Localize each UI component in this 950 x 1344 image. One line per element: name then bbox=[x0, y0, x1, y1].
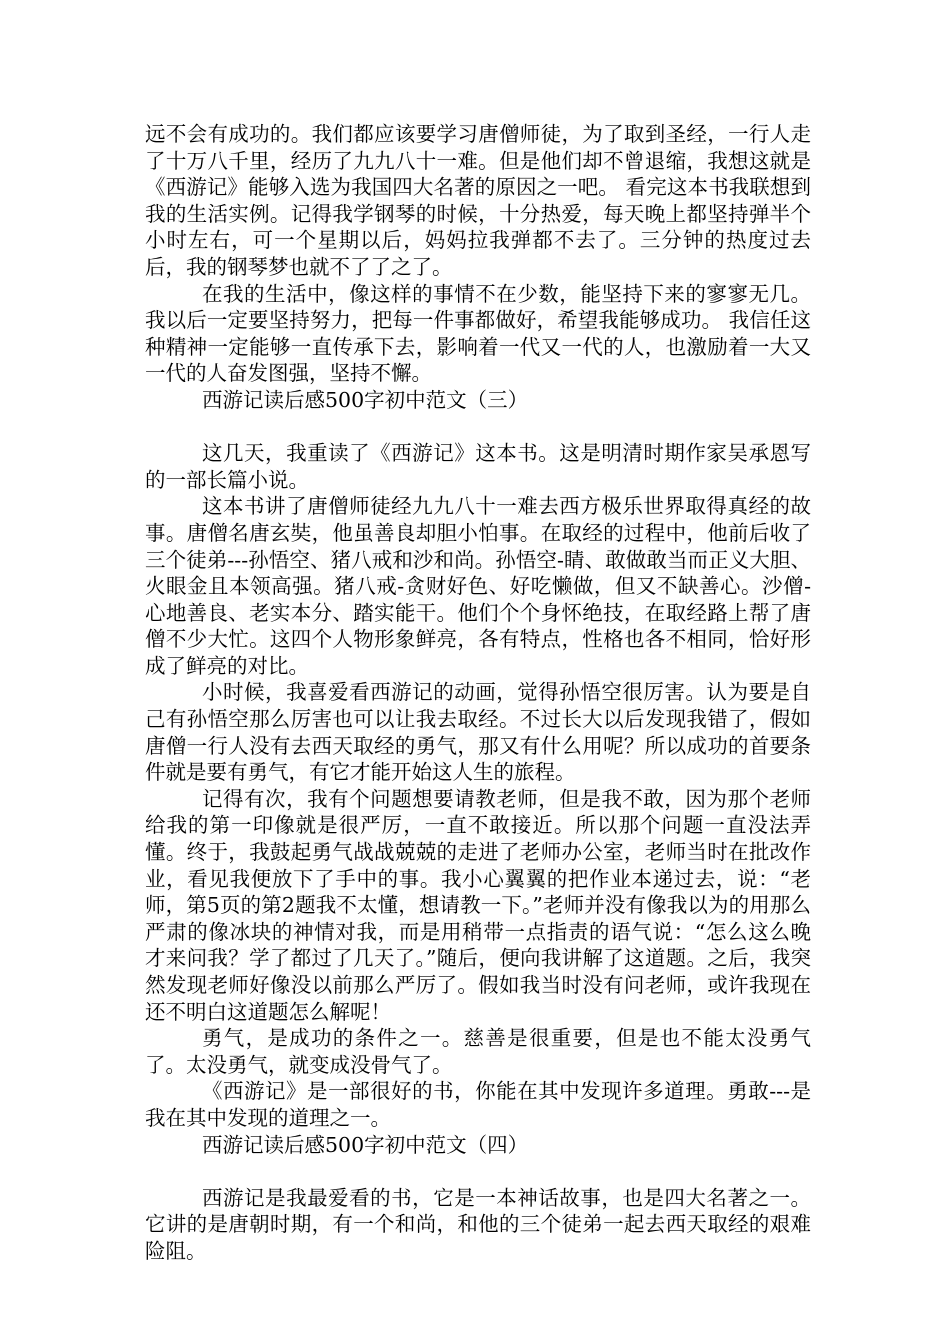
paragraph: 这几天，我重读了《西游记》这本书。这是明清时期作家吴承恩写的一部长篇小说。 bbox=[145, 441, 811, 492]
paragraph: 《西游记》是一部很好的书，你能在其中发现许多道理。勇敢---是我在其中发现的道理之一。 bbox=[145, 1079, 811, 1130]
paragraph: 在我的生活中，像这样的事情不在少数，能坚持下来的寥寥无几。我以后一定要坚持努力，把每一件事都做好，希望我能够成功。 我信任这种精神一定能够一直传承下去，影响着一代又一代的人，也激励着一大又一代的人奋发图强，坚持不懈。 bbox=[145, 281, 811, 386]
blank-line bbox=[145, 1158, 811, 1185]
paragraph: 勇气，是成功的条件之一。慈善是很重要，但是也不能太没勇气了。太没勇气，就变成没骨气了。 bbox=[145, 1026, 811, 1077]
section-heading-3: 西游记读后感500字初中范文（三） bbox=[202, 387, 529, 412]
paragraph: 记得有次，我有个问题想要请教老师，但是我不敢，因为那个老师给我的第一印像就是很严厉，一直不敢接近。所以那个问题一直没法弄懂。终于，我鼓起勇气战战兢兢的走进了老师办公室，老师当时在批改作业，看见我便放下了手中的事。我小心翼翼的把作业本递过去，说：“老师，第5页的第2题我不太懂，想请教一下。”老师并没有像我以为的用那么严肃的像冰块的神情对我，而是用稍带一点指责的语气说：“怎么这么晚才来问我？学了都过了几天了。”随后，便向我讲解了这道题。之后，我突然发现老师好像没以前那么严厉了。假如我当时没有问老师，或许我现在还不明白这道题怎么解呢！ bbox=[145, 786, 811, 1024]
paragraph: 这本书讲了唐僧师徒经九九八十一难去西方极乐世界取得真经的故事。唐僧名唐玄奘，他虽善良却胆小怕事。在取经的过程中，他前后收了三个徒弟---孙悟空、猪八戒和沙和尚。孙悟空-睛、敢做敢当而正义大胆、火眼金且本领高强。猪八戒-贪财好色、好吃懒做，但又不缺善心。沙僧-心地善良、老实本分、踏实能干。他们个个身怀绝技，在取经路上帮了唐僧不少大忙。这四个人物形象鲜亮，各有特点，性格也各不相同，恰好形成了鲜亮的对比。 bbox=[145, 494, 811, 678]
paragraph-continuation: 远不会有成功的。我们都应该要学习唐僧师徒，为了取到圣经，一行人走了十万八千里，经历了九九八十一难。但是他们却不曾退缩，我想这就是《西游记》能够入选为我国四大名著的原因之一吧。 看完这本书我联想到我的生活实例。记得我学钢琴的时候，十分热爱，每天晚上都坚持弹半个小时左右，可一个星期以后，妈妈拉我弹都不去了。三分钟的热度过去后，我的钢琴梦也就不了了之了。 bbox=[145, 122, 811, 279]
section-heading-4: 西游记读后感500字初中范文（四） bbox=[202, 1132, 529, 1157]
document-page bbox=[145, 121, 811, 1265]
blank-line bbox=[145, 414, 811, 441]
paragraph: 西游记是我最爱看的书，它是一本神话故事，也是四大名著之一。它讲的是唐朝时期，有一个和尚，和他的三个徒弟一起去西天取经的艰难险阻。 bbox=[145, 1185, 811, 1263]
paragraph: 小时候，我喜爱看西游记的动画，觉得孙悟空很厉害。认为要是自己有孙悟空那么厉害也可以让我去取经。不过长大以后发现我错了，假如唐僧一行人没有去西天取经的勇气，那又有什么用呢？所以成功的首要条件就是要有勇气，有它才能开始这人生的旅程。 bbox=[145, 680, 811, 785]
